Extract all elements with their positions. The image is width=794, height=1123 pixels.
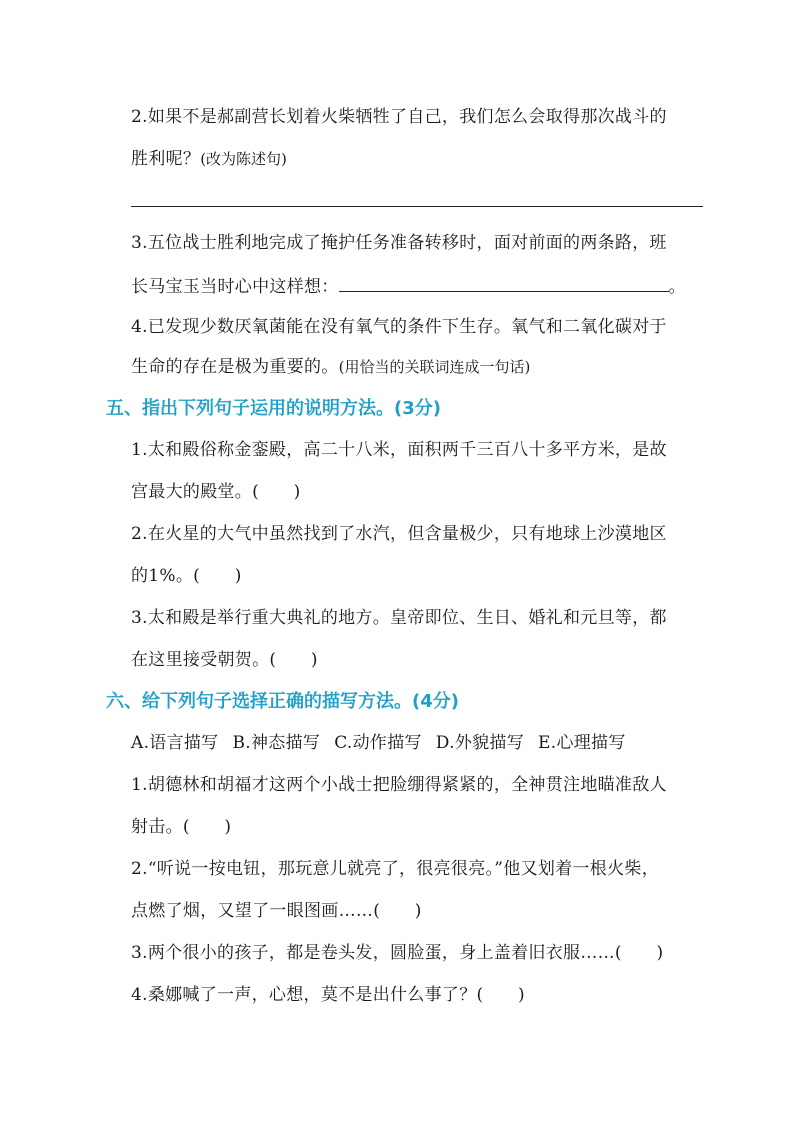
q4-3-line1: 3.五位战士胜利地完成了掩护任务准备转移时，面对前面的两条路，班 xyxy=(131,233,667,253)
section6-heading: 六、给下列句子选择正确的描写方法。(4分) xyxy=(106,691,459,712)
q4-2-line1: 2.如果不是郝副营长划着火柴牺牲了自己，我们怎么会取得那次战斗的 xyxy=(131,107,667,127)
q4-2-line2 xyxy=(131,147,287,171)
q4-4-line2 xyxy=(131,355,530,379)
q4-2-text: 胜利呢？ xyxy=(131,149,201,169)
option-e: E.心理描写 xyxy=(538,733,626,753)
q4-3-prefix: 长马宝玉当时心中这样想： xyxy=(131,277,339,297)
q6-2-line2: 点燃了烟，又望了一眼图画……( ) xyxy=(131,901,422,921)
q4-2-instruction: (改为陈述句) xyxy=(200,150,287,168)
q4-4-instruction: (用恰当的关联词连成一句话) xyxy=(338,358,531,376)
q6-4-line1: 4.桑娜喊了一声，心想，莫不是出什么事了？( ) xyxy=(131,985,525,1005)
q4-4-line1: 4.已发现少数厌氧菌能在没有氧气的条件下生存。氧气和二氧化碳对于 xyxy=(131,317,667,337)
q6-3-line1: 3.两个很小的孩子，都是卷头发，圆脸蛋，身上盖着旧衣服……( ) xyxy=(131,943,664,963)
q6-1-line1: 1.胡德林和胡福才这两个小战士把脸绷得紧紧的，全神贯注地瞄准敌人 xyxy=(131,775,667,795)
q4-3-suffix: 。 xyxy=(668,277,686,297)
option-d: D.外貌描写 xyxy=(435,733,525,753)
q4-3-line2 xyxy=(131,273,686,299)
q6-1-line2: 射击。( ) xyxy=(131,817,232,837)
answer-blank-q4-3[interactable] xyxy=(339,273,669,292)
option-c: C.动作描写 xyxy=(334,733,422,753)
q5-2-line1: 2.在火星的大气中虽然找到了水汽，但含量极少，只有地球上沙漠地区 xyxy=(131,524,667,544)
options-row xyxy=(131,731,626,755)
option-b: B.神态描写 xyxy=(232,733,321,753)
q5-3-line2: 在这里接受朝贺。( ) xyxy=(131,650,318,670)
q4-4-text: 生命的存在是极为重要的。 xyxy=(131,357,339,377)
q5-2-line2: 的1%。( ) xyxy=(131,566,242,586)
q5-1-line2: 宫最大的殿堂。( ) xyxy=(131,482,301,502)
q5-1-line1: 1.太和殿俗称金銮殿，高二十八米，面积两千三百八十多平方米，是故 xyxy=(131,440,667,460)
option-a: A.语言描写 xyxy=(131,733,219,753)
answer-line-q4-2[interactable] xyxy=(131,206,703,207)
section5-heading: 五、指出下列句子运用的说明方法。(3分) xyxy=(106,398,441,419)
q5-3-line1: 3.太和殿是举行重大典礼的地方。皇帝即位、生日、婚礼和元旦等，都 xyxy=(131,608,667,628)
q6-2-line1: 2.“听说一按电钮，那玩意儿就亮了，很亮很亮。”他又划着一根火柴， xyxy=(131,859,659,879)
